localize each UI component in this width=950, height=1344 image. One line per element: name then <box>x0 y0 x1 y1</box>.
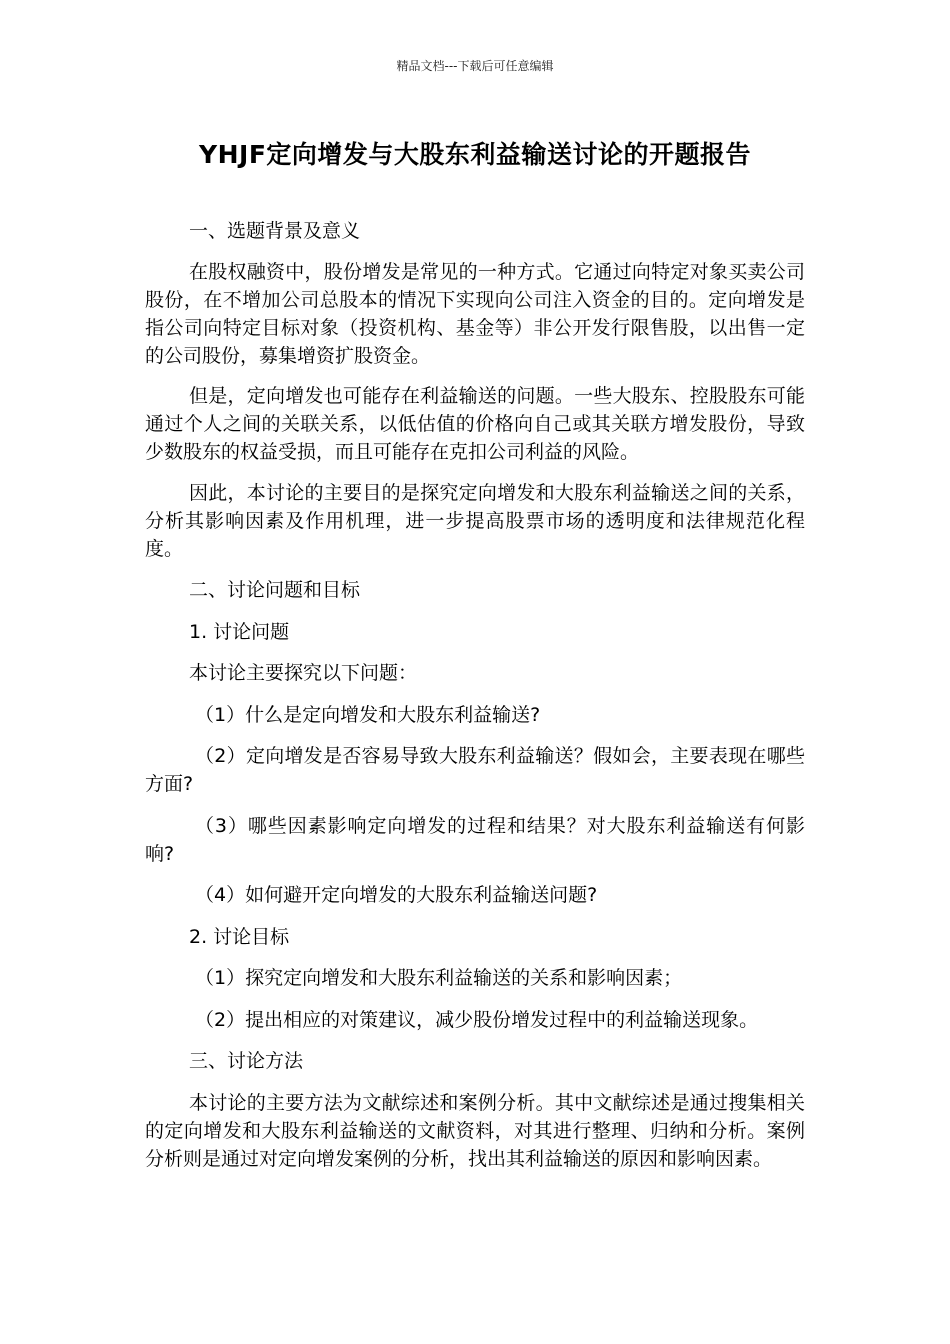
section1-paragraph-3: 因此，本讨论的主要目的是探究定向增发和大股东利益输送之间的关系，分析其影响因素及作用机理，进一步提高股票市场的透明度和法律规范化程度。 <box>145 482 805 560</box>
question-item-4: （4）如何避开定向增发的大股东利益输送问题? <box>195 884 598 906</box>
section2-heading: 二、讨论问题和目标 <box>189 579 361 601</box>
section1-paragraph-2: 但是，定向增发也可能存在利益输送的问题。一些大股东、控股股东可能通过个人之间的关联关系，以低估值的价格向自己或其关联方增发股份，导致少数股东的权益受损，而且可能存在克扣公司利益的风险。 <box>145 385 805 463</box>
questions-heading: 1. 讨论问题 <box>189 621 290 643</box>
document-title: YHJF定向增发与大股东利益输送讨论的开题报告 <box>199 140 751 169</box>
goal-item-2: （2）提出相应的对策建议，减少股份增发过程中的利益输送现象。 <box>195 1009 759 1031</box>
section3-paragraph: 本讨论的主要方法为文献综述和案例分析。其中文献综述是通过搜集相关的定向增发和大股东利益输送的文献资料，对其进行整理、归纳和分析。案例分析则是通过对定向增发案例的分析，找出其利益输送的原因和影响因素。 <box>145 1092 805 1170</box>
question-item-2: （2）定向增发是否容易导致大股东利益输送？假如会，主要表现在哪些方面? <box>145 745 805 795</box>
section1-heading: 一、选题背景及意义 <box>189 220 361 242</box>
section3-heading: 三、讨论方法 <box>189 1050 304 1072</box>
goal-item-1: （1）探究定向增发和大股东利益输送的关系和影响因素； <box>195 967 683 989</box>
questions-intro: 本讨论主要探究以下问题： <box>189 662 418 684</box>
question-item-1: （1）什么是定向增发和大股东利益输送? <box>195 704 541 726</box>
goals-heading: 2. 讨论目标 <box>189 926 290 948</box>
section1-paragraph-1: 在股权融资中，股份增发是常见的一种方式。它通过向特定对象买卖公司股份，在不增加公司总股本的情况下实现向公司注入资金的目的。定向增发是指公司向特定目标对象（投资机构、基金等）非公开发行限售股，以出售一定的公司股份，募集增资扩股资金。 <box>145 261 805 367</box>
question-item-3: （3）哪些因素影响定向增发的过程和结果？对大股东利益输送有何影响? <box>145 815 805 865</box>
header-note: 精品文档---下载后可任意编辑 <box>396 59 554 73</box>
